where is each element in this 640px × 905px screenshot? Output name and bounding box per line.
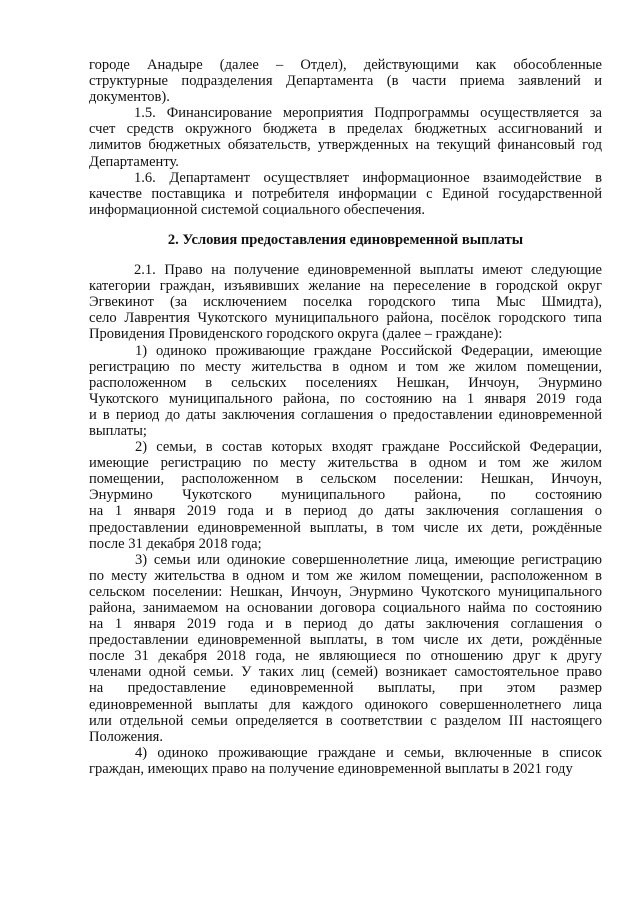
paragraph-2-1 bbox=[89, 262, 602, 342]
text-line: 2) семьи, в состав которых входят граждане Российской Федерации, bbox=[135, 439, 602, 456]
list-item-2 bbox=[89, 439, 602, 552]
text-line: Энурмино Чукотского муниципального района, по состоянию bbox=[89, 487, 602, 504]
text-line: Положения. bbox=[89, 728, 163, 745]
paragraph-1-5 bbox=[89, 105, 602, 169]
text-line: качестве поставщика и потребителя информации с Единой государственной bbox=[89, 185, 602, 202]
list-item-3 bbox=[89, 552, 602, 745]
text-line: на предоставление единовременной выплаты, при этом размер bbox=[89, 680, 602, 697]
list-item-4 bbox=[89, 745, 602, 777]
text-line: лимитов бюджетных обязательств, утвержденных на текущий финансовый год bbox=[89, 137, 602, 154]
text-line: Эгвекинот (за исключением поселка городского типа Мыс Шмидта), bbox=[89, 294, 602, 311]
text-line: на 1 января 2019 года и в период до даты заключения соглашения о bbox=[89, 616, 602, 633]
text-line: предоставлении единовременной выплаты, в том числе их дети, рождённые bbox=[89, 632, 602, 649]
text-line: района, занимаемом на основании договора социального найма по состоянию bbox=[89, 600, 602, 616]
text-line: на 1 января 2019 года и в период до даты заключения соглашения о bbox=[89, 503, 602, 520]
text-line: информационной системой социального обеспечения. bbox=[89, 201, 426, 218]
text-line: по месту жительства в одном и том же жилом помещении, расположенном в bbox=[89, 567, 602, 584]
section-heading: 2. Условия предоставления единовременной выплаты bbox=[167, 231, 524, 248]
document-page bbox=[89, 57, 602, 777]
text-line: счет средств окружного бюджета в пределах бюджетных ассигнований и bbox=[89, 121, 602, 138]
text-line: граждан, имеющих право на получение единовременной выплаты в 2021 году bbox=[89, 760, 573, 777]
text-line: сельском поселении: Нешкан, Инчоун, Энурмино Чукотского муниципального bbox=[89, 583, 602, 600]
list-item-1 bbox=[89, 343, 602, 440]
text-line: Провидения Провиденского городского округа (далее – граждане): bbox=[89, 326, 503, 343]
text-line: категории граждан, изъявивших желание на переселение в городской округ bbox=[89, 278, 602, 295]
text-line: городе Анадыре (далее – Отдел), действующими как обособленные bbox=[89, 57, 602, 73]
paragraph-continuation bbox=[89, 57, 602, 105]
text-line: имеющие регистрацию по месту жительства в одном и том же жилом bbox=[89, 455, 602, 472]
text-line: регистрацию по месту жительства в одном и том же жилом помещении, bbox=[89, 358, 602, 375]
text-line: или отдельной семьи определяется в соответствии с разделом III настоящего bbox=[89, 712, 602, 729]
text-line: членами одной семьи. У таких лиц (семей) возникает самостоятельное право bbox=[89, 664, 602, 681]
text-line: 1) одиноко проживающие граждане Российской Федерации, имеющие bbox=[135, 342, 602, 359]
text-line: Департаменту. bbox=[89, 153, 179, 170]
text-line: Чукотского муниципального района, по состоянию на 1 января 2019 года bbox=[89, 390, 602, 407]
text-line: 1.6. Департамент осуществляет информационное взаимодействие в bbox=[134, 169, 602, 186]
text-line: единовременной выплаты для каждого одинокого совершеннолетнего лица bbox=[89, 696, 602, 713]
text-line: выплаты; bbox=[89, 422, 147, 439]
text-line: документов). bbox=[89, 89, 170, 106]
text-line: после 31 декабря 2018 года, не являющиеся по отношению друг к другу bbox=[89, 648, 602, 665]
text-line: село Лаврентия Чукотского муниципального района, посёлок городского типа bbox=[89, 310, 602, 327]
text-line: расположенном в сельских поселениях Нешкан, Инчоун, Энурмино bbox=[89, 374, 602, 391]
text-line: после 31 декабря 2018 года; bbox=[89, 535, 262, 552]
paragraph-1-6 bbox=[89, 170, 602, 218]
text-line: 2.1. Право на получение единовременной выплаты имеют следующие bbox=[134, 262, 602, 279]
text-line: помещении, расположенном в сельском поселении: Нешкан, Инчоун, bbox=[89, 471, 602, 488]
text-line: 3) семьи или одинокие совершеннолетние лица, имеющие регистрацию bbox=[135, 551, 602, 568]
text-line: 4) одиноко проживающие граждане и семьи, включенные в список bbox=[135, 744, 602, 761]
text-line: предоставлении единовременной выплаты, в том числе их дети, рождённые bbox=[89, 519, 602, 536]
text-line: 1.5. Финансирование мероприятия Подпрограммы осуществляется за bbox=[134, 105, 602, 122]
text-line: структурные подразделения Департамента (в части приема заявлений и bbox=[89, 73, 602, 90]
text-line: и в период до даты заключения соглашения о предоставлении единовременной bbox=[89, 406, 602, 423]
